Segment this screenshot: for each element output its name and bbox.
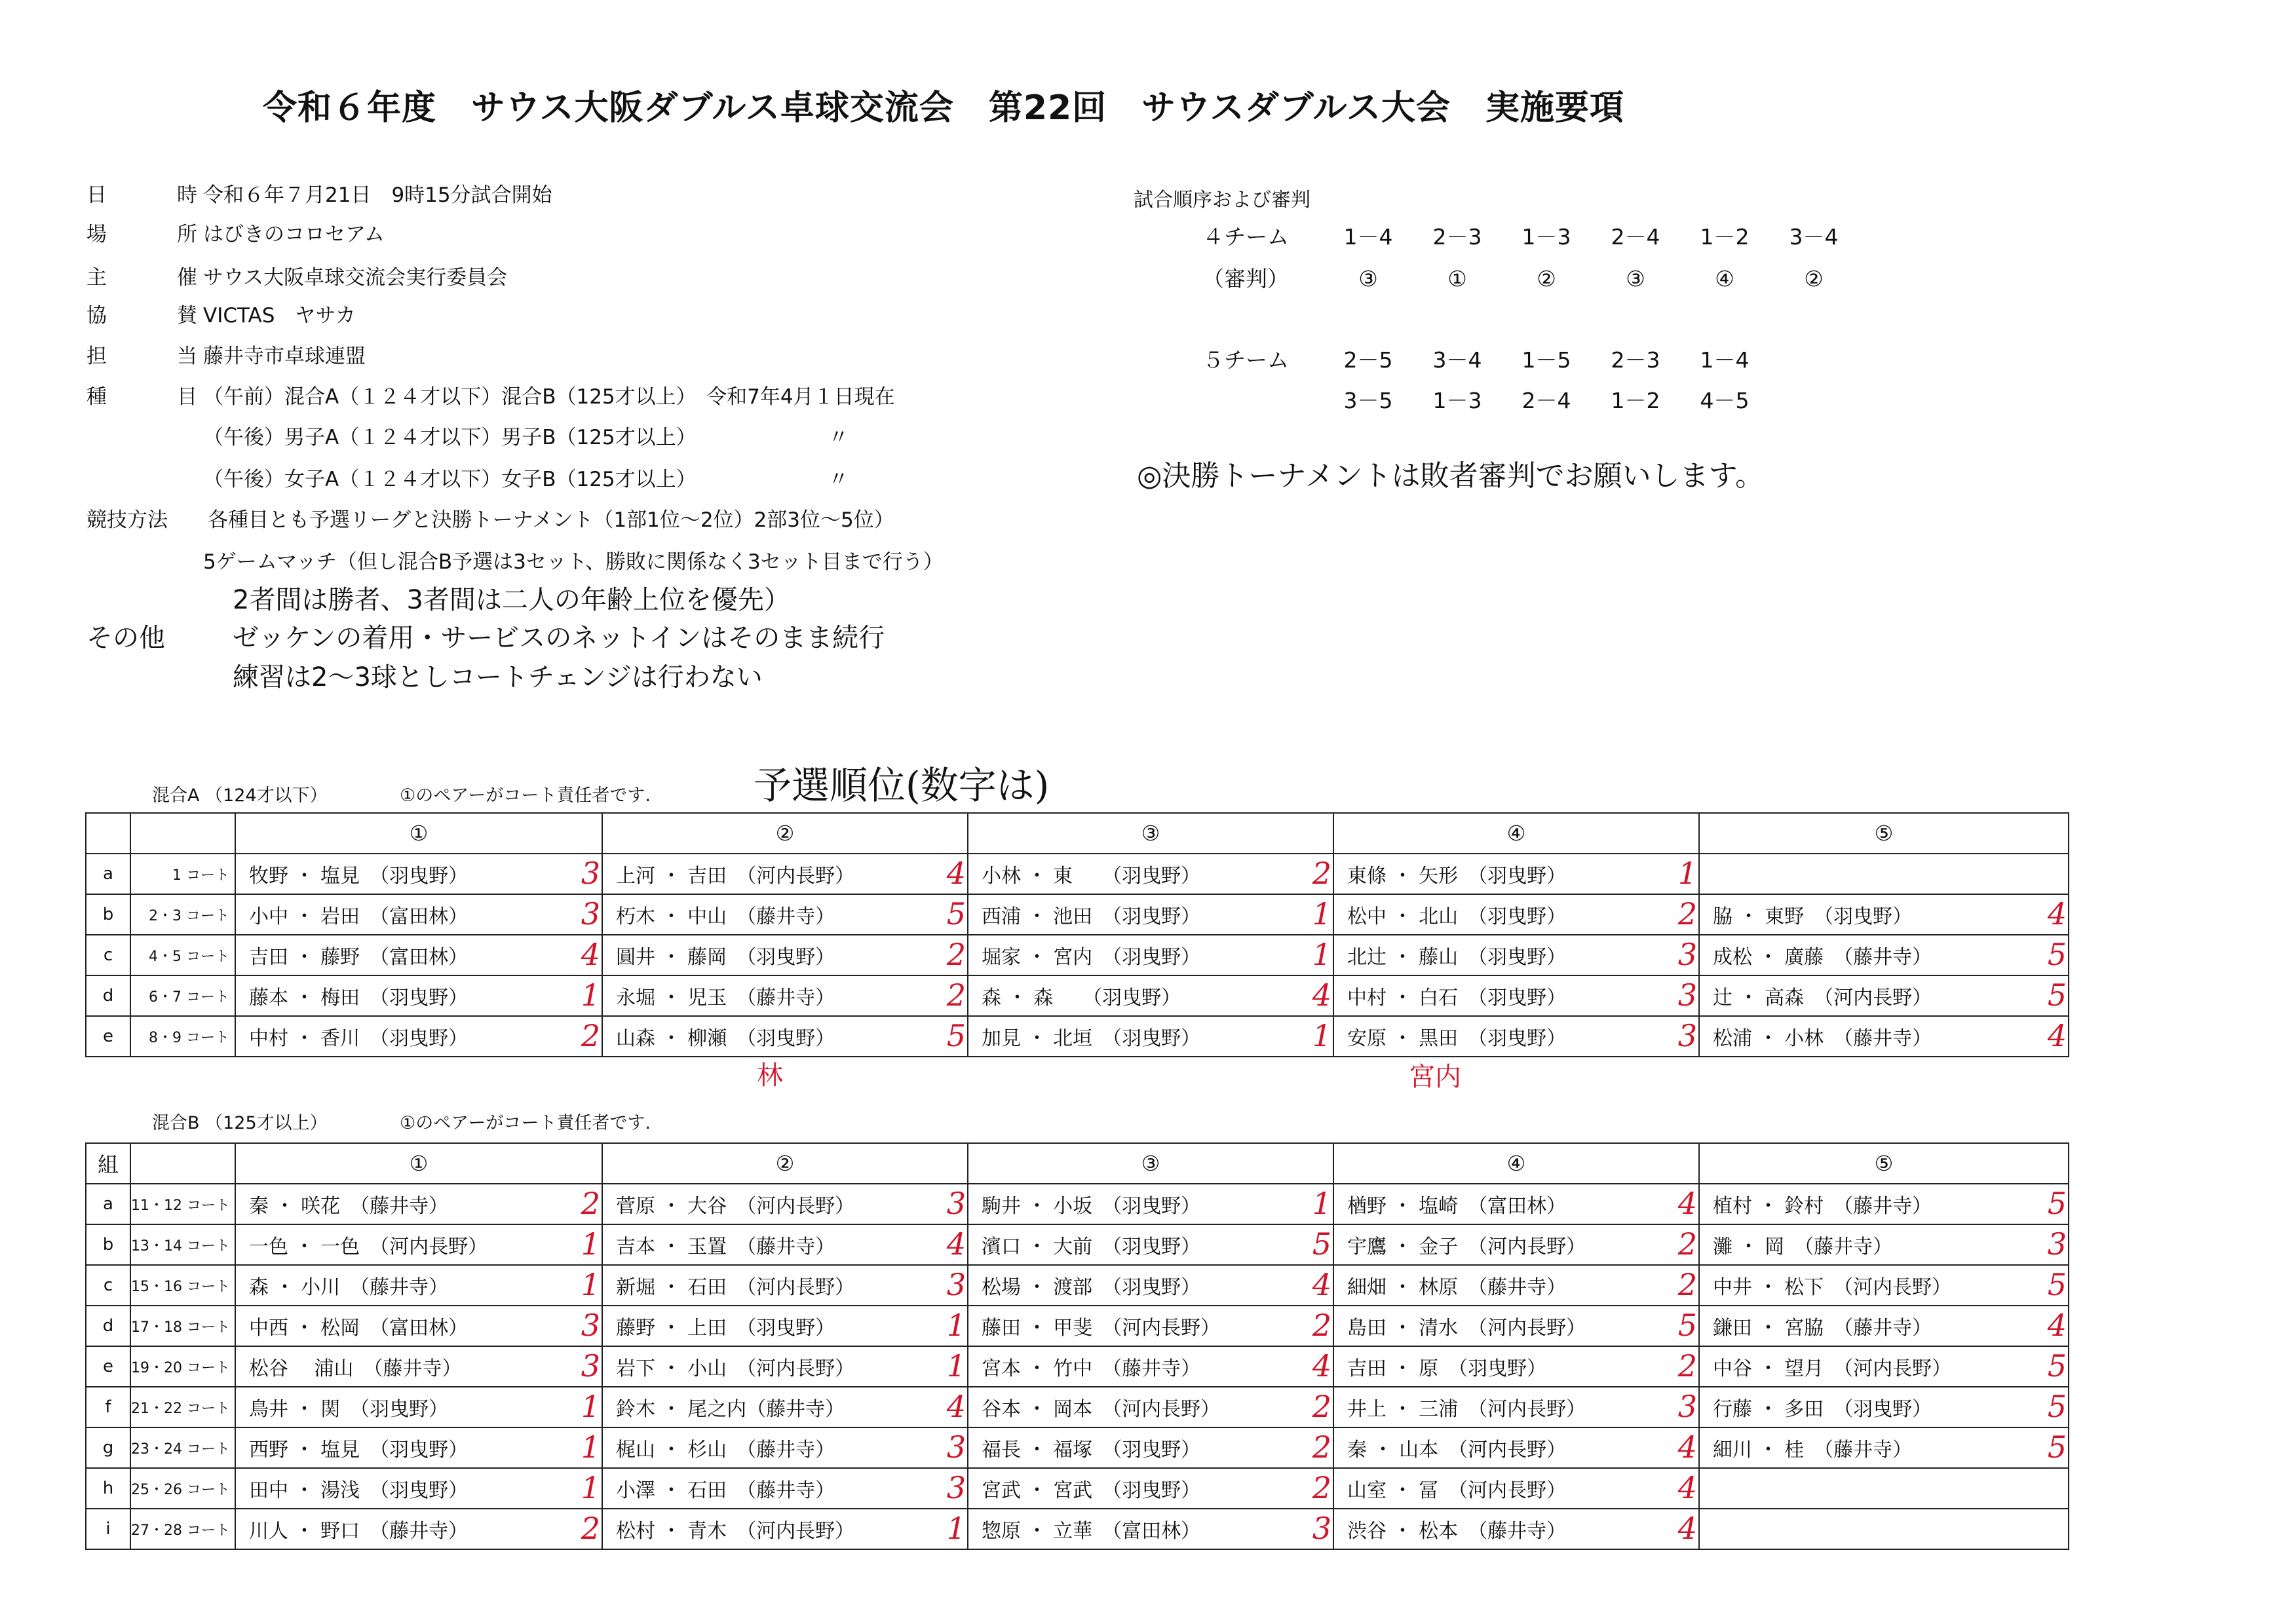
rank-mark: 4	[2047, 1308, 2067, 1343]
court-label: 27・28 コート	[130, 1509, 235, 1549]
court-label: 23・24 コート	[130, 1427, 235, 1468]
pair-names: 松谷 浦山 （藤井寺）	[249, 1357, 462, 1380]
pair-cell	[602, 1427, 968, 1468]
mixA-heading: 混合A （124才以下）	[152, 785, 328, 806]
rank-mark: 3	[1312, 1511, 1331, 1546]
order-referees: （審判） ③ ① ② ③ ④ ②	[1202, 266, 1824, 292]
pair-cell	[1333, 854, 1699, 894]
pair-names: 吉田 ・ 原 （羽曳野）	[1347, 1357, 1547, 1380]
pair-names: 楢野 ・ 塩崎 （富田林）	[1347, 1195, 1567, 1218]
pair-cell	[235, 1306, 602, 1346]
rank-mark: 3	[581, 1308, 600, 1343]
pair-cell	[235, 1224, 602, 1265]
rank-mark: 3	[946, 1186, 966, 1221]
pair-cell	[602, 1306, 968, 1346]
pair-names: 宮本 ・ 竹中 （藤井寺）	[982, 1357, 1201, 1380]
rank-mark: 5	[2047, 1348, 2067, 1384]
rank-mark: 1	[1312, 937, 1331, 972]
rank-mark: 2	[1677, 1348, 1697, 1384]
rank-mark: 1	[581, 1389, 600, 1424]
pair-names: 中村 ・ 香川 （羽曳野）	[249, 1027, 469, 1050]
group-label: b	[86, 1224, 130, 1265]
mixA-responsibility-note: ①のペアーがコート責任者です.	[400, 785, 651, 806]
group-label: b	[86, 894, 130, 935]
table-row	[86, 935, 2069, 975]
group-label: d	[86, 1306, 130, 1346]
order-five-teams-row2: 3－5 1－3 2－4 1－2 4－5	[1343, 388, 1750, 413]
table-header-row	[86, 1143, 2069, 1184]
pair-names: 脇 ・ 東野 （羽曳野）	[1713, 905, 1913, 928]
rank-mark: 1	[581, 1226, 600, 1262]
pair-cell	[235, 975, 602, 1016]
pair-names: 細畑 ・ 林原 （藤井寺）	[1347, 1276, 1567, 1299]
pair-cell	[1333, 935, 1699, 975]
pair-names: 成松 ・ 廣藤 （藤井寺）	[1713, 946, 1932, 969]
group-label: f	[86, 1387, 130, 1427]
info-organizer: 主 催サウス大阪卓球交流会実行委員会	[86, 266, 508, 290]
rank-mark: 4	[946, 856, 966, 891]
rank-mark: 5	[2047, 937, 2067, 972]
rank-mark: 3	[581, 856, 600, 891]
pair-names: 辻 ・ 高森 （河内長野）	[1713, 987, 1932, 1009]
info-events-pm-women: （午後）女子A（１２４才以下）女子B（125才以上） 〃	[203, 468, 849, 491]
rank-mark: 1	[946, 1308, 966, 1343]
court-label: 4・5 コート	[130, 935, 235, 975]
rank-mark: 3	[581, 1348, 600, 1384]
pair-cell	[1333, 1427, 1699, 1468]
rank-mark: 5	[946, 896, 966, 932]
rank-mark: 4	[2047, 1018, 2067, 1053]
mixA-correction-1: 林	[757, 1061, 783, 1091]
rank-mark: 5	[1312, 1226, 1331, 1262]
rank-mark: 2	[1677, 896, 1697, 932]
rank-mark: 2	[581, 1018, 600, 1053]
pair-cell	[602, 1016, 968, 1057]
pair-cell	[968, 1306, 1333, 1346]
rank-mark: 1	[946, 1511, 966, 1546]
pair-names: 島田 ・ 清水 （河内長野）	[1347, 1317, 1586, 1340]
order-heading: 試合順序および審判	[1134, 189, 1311, 212]
column-header: ①	[235, 813, 602, 854]
pair-names: 灘 ・ 岡 （藤井寺）	[1713, 1235, 1893, 1258]
table-row	[86, 1387, 2069, 1427]
pair-cell	[968, 894, 1333, 935]
group-label: a	[86, 1184, 130, 1224]
pair-names: 藤田 ・ 甲斐 （河内長野）	[982, 1317, 1221, 1340]
court-label: 21・22 コート	[130, 1387, 235, 1427]
pair-cell	[968, 975, 1333, 1016]
pair-names: 吉田 ・ 藤野 （富田林）	[249, 946, 469, 969]
pair-cell	[968, 1346, 1333, 1387]
pair-cell	[235, 894, 602, 935]
table-row	[86, 1224, 2069, 1265]
pair-names: 鎌田 ・ 宮脇 （藤井寺）	[1713, 1317, 1932, 1340]
rank-mark: 5	[2047, 977, 2067, 1013]
pair-cell	[1333, 975, 1699, 1016]
pair-names: 堀家 ・ 宮内 （羽曳野）	[982, 946, 1201, 969]
pair-cell	[602, 1468, 968, 1509]
pair-names: 小中 ・ 岩田 （富田林）	[249, 905, 469, 928]
table-row	[86, 1509, 2069, 1549]
pair-names: 中村 ・ 白石 （羽曳野）	[1347, 987, 1567, 1009]
pair-cell	[968, 1265, 1333, 1306]
table-header-row	[86, 813, 2069, 854]
rank-mark: 3	[1677, 1389, 1697, 1424]
pair-names: 中谷 ・ 望月 （河内長野）	[1713, 1357, 1952, 1380]
pair-names: 松村 ・ 青木 （河内長野）	[616, 1520, 855, 1543]
court-label: 17・18 コート	[130, 1306, 235, 1346]
pair-names: 森 ・ 森 （羽曳野）	[982, 987, 1181, 1009]
rank-mark: 2	[1312, 1429, 1331, 1465]
pair-cell	[968, 1427, 1333, 1468]
pair-names: 藤本 ・ 梅田 （羽曳野）	[249, 987, 469, 1009]
table-row	[86, 1016, 2069, 1057]
pair-cell	[1699, 1224, 2069, 1265]
pair-cell	[235, 854, 602, 894]
pair-cell	[1333, 1016, 1699, 1057]
pair-cell	[1699, 975, 2069, 1016]
pair-names: 井上 ・ 三浦 （河内長野）	[1347, 1398, 1586, 1421]
pair-names: 西野 ・ 塩見 （羽曳野）	[249, 1439, 469, 1462]
table-row	[86, 854, 2069, 894]
pair-cell	[1333, 1265, 1699, 1306]
table-row	[86, 1184, 2069, 1224]
pair-names: 惣原 ・ 立華 （富田林）	[982, 1520, 1201, 1543]
rank-mark: 1	[581, 1429, 600, 1465]
rank-mark: 1	[581, 977, 600, 1013]
rank-mark: 3	[946, 1429, 966, 1465]
pair-cell	[1333, 1346, 1699, 1387]
column-header: ⑤	[1699, 813, 2069, 854]
pair-names: 小澤 ・ 石田 （藤井寺）	[616, 1479, 835, 1502]
info-method: 競技方法 各種目とも予選リーグと決勝トーナメント（1部1位～2位）2部3位～5位）	[86, 508, 894, 532]
pair-cell	[1699, 854, 2069, 894]
pair-names: 秦 ・ 咲花 （藤井寺）	[249, 1195, 449, 1218]
info-venue: 場 所はびきのコロセアム	[86, 223, 385, 246]
pair-names: 行藤 ・ 多田 （羽曳野）	[1713, 1398, 1932, 1421]
court-label: 8・9 コート	[130, 1016, 235, 1057]
court-label: 19・20 コート	[130, 1346, 235, 1387]
pair-names: 上河 ・ 吉田 （河内長野）	[616, 865, 855, 888]
pair-cell	[1699, 1184, 2069, 1224]
table-row	[86, 1306, 2069, 1346]
pair-cell	[235, 1468, 602, 1509]
pair-cell	[968, 1509, 1333, 1549]
pair-names: 鳥井 ・ 関 （羽曳野）	[249, 1398, 449, 1421]
mixA-handwritten-note: 予選順位(数字は)	[754, 763, 1050, 808]
pair-cell	[602, 935, 968, 975]
rank-mark: 5	[2047, 1429, 2067, 1465]
pair-cell	[602, 1224, 968, 1265]
rank-mark: 2	[946, 977, 966, 1013]
pair-names: 森 ・ 小川 （藤井寺）	[249, 1276, 449, 1299]
court-label: 13・14 コート	[130, 1224, 235, 1265]
pair-cell	[1699, 1016, 2069, 1057]
pair-cell	[235, 1265, 602, 1306]
pair-names: 加見 ・ 北垣 （羽曳野）	[982, 1027, 1201, 1050]
pair-names: 鈴木 ・ 尾之内（藤井寺）	[616, 1398, 845, 1421]
mixA-table	[85, 812, 2069, 1057]
pair-cell	[968, 854, 1333, 894]
pair-cell	[602, 975, 968, 1016]
rank-mark: 3	[946, 1267, 966, 1302]
court-label: 11・12 コート	[130, 1184, 235, 1224]
rank-mark: 4	[1312, 977, 1331, 1013]
pair-cell	[1699, 1346, 2069, 1387]
pair-cell	[1699, 1387, 2069, 1427]
pair-cell	[602, 1265, 968, 1306]
pair-cell	[1333, 894, 1699, 935]
rank-mark: 4	[946, 1389, 966, 1424]
rank-mark: 2	[581, 1186, 600, 1221]
pair-names: 福長 ・ 福塚 （羽曳野）	[982, 1439, 1201, 1462]
rank-mark: 5	[2047, 1389, 2067, 1424]
pair-names: 新堀 ・ 石田 （河内長野）	[616, 1276, 855, 1299]
column-header: ④	[1333, 813, 1699, 854]
rank-mark: 5	[946, 1018, 966, 1053]
court-label: 1 コート	[130, 854, 235, 894]
pair-names: 東條 ・ 矢形 （羽曳野）	[1347, 865, 1567, 888]
court-label: 25・26 コート	[130, 1468, 235, 1509]
pair-cell	[1699, 1468, 2069, 1509]
rank-mark: 4	[1677, 1511, 1697, 1546]
pair-cell	[968, 1224, 1333, 1265]
pair-names: 牧野 ・ 塩見 （羽曳野）	[249, 865, 469, 888]
pair-names: 谷本 ・ 岡本 （河内長野）	[982, 1398, 1221, 1421]
pair-names: 細川 ・ 桂 （藤井寺）	[1713, 1439, 1913, 1462]
pair-cell	[1699, 1306, 2069, 1346]
pair-cell	[1699, 894, 2069, 935]
pair-cell	[602, 1387, 968, 1427]
group-label: c	[86, 1265, 130, 1306]
rank-mark: 3	[581, 896, 600, 932]
order-four-teams: ４チーム 1－4 2－3 1－3 2－4 1－2 3－4	[1202, 224, 1839, 250]
rank-mark: 2	[1312, 1308, 1331, 1343]
rank-mark: 4	[1677, 1186, 1697, 1221]
rank-mark: 5	[2047, 1186, 2067, 1221]
pair-names: 渋谷 ・ 松本 （藤井寺）	[1347, 1520, 1567, 1543]
pair-cell	[1333, 1468, 1699, 1509]
pair-cell	[235, 935, 602, 975]
pair-names: 宮武 ・ 宮武 （羽曳野）	[982, 1479, 1201, 1502]
group-label: c	[86, 935, 130, 975]
court-label: 15・16 コート	[130, 1265, 235, 1306]
pair-names: 秦 ・ 山本 （河内長野）	[1347, 1439, 1567, 1462]
pair-names: 藤野 ・ 上田 （羽曳野）	[616, 1317, 835, 1340]
pair-cell	[235, 1016, 602, 1057]
group-label: e	[86, 1016, 130, 1057]
pair-names: 北辻 ・ 藤山 （羽曳野）	[1347, 946, 1567, 969]
pair-names: 松中 ・ 北山 （羽曳野）	[1347, 905, 1567, 928]
pair-cell	[1333, 1224, 1699, 1265]
rank-mark: 3	[2047, 1226, 2067, 1262]
rank-mark: 3	[1677, 937, 1697, 972]
column-header: ②	[602, 813, 968, 854]
rank-mark: 4	[1312, 1267, 1331, 1302]
mixB-heading: 混合B （125才以上）	[152, 1113, 328, 1133]
mixB-table	[85, 1142, 2069, 1550]
table-row	[86, 1427, 2069, 1468]
pair-names: 小林 ・ 東 （羽曳野）	[982, 865, 1201, 888]
pair-cell	[1699, 1427, 2069, 1468]
rank-mark: 3	[1677, 1018, 1697, 1053]
pair-names: 安原 ・ 黒田 （羽曳野）	[1347, 1027, 1567, 1050]
rank-mark: 1	[1677, 856, 1697, 891]
pair-names: 一色 ・ 一色 （河内長野）	[249, 1235, 488, 1258]
pair-cell	[968, 1468, 1333, 1509]
pair-names: 植村 ・ 鈴村 （藤井寺）	[1713, 1195, 1932, 1218]
column-header: ⑤	[1699, 1143, 2069, 1184]
rank-mark: 1	[1312, 896, 1331, 932]
pair-cell	[1333, 1387, 1699, 1427]
pair-cell	[235, 1346, 602, 1387]
rank-mark: 2	[581, 1511, 600, 1546]
column-header	[130, 1143, 235, 1184]
pair-names: 西浦 ・ 池田 （羽曳野）	[982, 905, 1201, 928]
table-row	[86, 894, 2069, 935]
rank-mark: 1	[946, 1348, 966, 1384]
court-label: 2・3 コート	[130, 894, 235, 935]
pair-cell	[602, 854, 968, 894]
pair-names: 菅原 ・ 大谷 （河内長野）	[616, 1195, 855, 1218]
column-header	[130, 813, 235, 854]
pair-names: 梶山 ・ 杉山 （藤井寺）	[616, 1439, 835, 1462]
info-date: 日 時令和６年７月21日 9時15分試合開始	[86, 183, 552, 207]
rank-mark: 4	[581, 937, 600, 972]
pair-names: 朽木 ・ 中山 （藤井寺）	[616, 905, 835, 928]
pair-names: 駒井 ・ 小坂 （羽曳野）	[982, 1195, 1201, 1218]
rank-mark: 4	[1677, 1470, 1697, 1505]
mixB-responsibility-note: ①のペアーがコート責任者です.	[400, 1113, 651, 1133]
rank-mark: 2	[1312, 856, 1331, 891]
table-row	[86, 1265, 2069, 1306]
pair-names: 田中 ・ 湯浅 （羽曳野）	[249, 1479, 469, 1502]
rank-mark: 4	[2047, 896, 2067, 932]
rank-mark: 1	[581, 1267, 600, 1302]
info-method-match: 5ゲームマッチ（但し混合B予選は3セット、勝敗に関係なく3セット目まで行う）	[203, 550, 944, 574]
pair-cell	[602, 1184, 968, 1224]
pair-cell	[602, 894, 968, 935]
column-header: ③	[968, 813, 1333, 854]
pair-cell	[235, 1427, 602, 1468]
group-label: e	[86, 1346, 130, 1387]
pair-cell	[968, 1016, 1333, 1057]
court-label: 6・7 コート	[130, 975, 235, 1016]
pair-cell	[968, 935, 1333, 975]
mixA-correction-2: 宮内	[1409, 1062, 1461, 1092]
column-header: ②	[602, 1143, 968, 1184]
info-other-label: その他	[86, 623, 165, 653]
rank-mark: 5	[2047, 1267, 2067, 1302]
rank-mark: 3	[946, 1470, 966, 1505]
rank-mark: 4	[1312, 1348, 1331, 1384]
info-method-priority: 2者間は勝者、3者間は二人の年齢上位を優先）	[233, 585, 790, 615]
pair-names: 吉本 ・ 玉置 （藤井寺）	[616, 1235, 835, 1258]
pair-names: 宇鷹 ・ 金子 （河内長野）	[1347, 1235, 1586, 1258]
pair-names: 山森 ・ 柳瀬 （羽曳野）	[616, 1027, 835, 1050]
pair-cell	[1699, 1509, 2069, 1549]
rank-mark: 4	[946, 1226, 966, 1262]
pair-cell	[1333, 1306, 1699, 1346]
rank-mark: 3	[1677, 977, 1697, 1013]
pair-names: 中西 ・ 松岡 （富田林）	[249, 1317, 469, 1340]
column-header: ④	[1333, 1143, 1699, 1184]
column-header: ①	[235, 1143, 602, 1184]
rank-mark: 2	[1312, 1470, 1331, 1505]
rank-mark: 1	[581, 1470, 600, 1505]
pair-names: 川人 ・ 野口 （藤井寺）	[249, 1520, 469, 1543]
rank-mark: 2	[1312, 1389, 1331, 1424]
rank-mark: 2	[1677, 1267, 1697, 1302]
pair-names: 濱口 ・ 大前 （羽曳野）	[982, 1235, 1201, 1258]
pair-names: 山室 ・ 冨 （河内長野）	[1347, 1479, 1567, 1502]
group-label: d	[86, 975, 130, 1016]
info-events-pm-men: （午後）男子A（１２４才以下）男子B（125才以上） 〃	[203, 426, 849, 449]
rank-mark: 1	[1312, 1186, 1331, 1221]
info-sponsor: 協 賛VICTAS ヤサカ	[86, 304, 356, 328]
pair-cell	[235, 1184, 602, 1224]
rank-mark: 4	[1677, 1429, 1697, 1465]
column-header	[86, 813, 130, 854]
pair-names: 永堀 ・ 児玉 （藤井寺）	[616, 987, 835, 1009]
pair-cell	[235, 1387, 602, 1427]
group-label: i	[86, 1509, 130, 1549]
pair-cell	[602, 1509, 968, 1549]
table-row	[86, 1468, 2069, 1509]
info-events: 種 目（午前）混合A（１２４才以下）混合B（125才以上） 令和7年4月１日現在	[86, 385, 895, 409]
pair-cell	[1699, 935, 2069, 975]
table-row	[86, 1346, 2069, 1387]
pair-cell	[968, 1387, 1333, 1427]
group-label: h	[86, 1468, 130, 1509]
page-title: 令和６年度 サウス大阪ダブルス卓球交流会 第22回 サウスダブルス大会 実施要項	[263, 88, 1624, 128]
pair-cell	[235, 1509, 602, 1549]
pair-names: 中井 ・ 松下 （河内長野）	[1713, 1276, 1952, 1299]
info-other-line2: 練習は2～3球としコートチェンジは行わない	[233, 662, 763, 692]
order-five-teams-row1: ５チーム 2－5 3－4 1－5 2－3 1－4	[1202, 347, 1750, 373]
pair-cell	[1333, 1509, 1699, 1549]
pair-names: 岩下 ・ 小山 （河内長野）	[616, 1357, 855, 1380]
pair-cell	[602, 1346, 968, 1387]
pair-names: 松場 ・ 渡部 （羽曳野）	[982, 1276, 1201, 1299]
group-label: a	[86, 854, 130, 894]
pair-names: 圓井 ・ 藤岡 （羽曳野）	[616, 946, 835, 969]
pair-names: 松浦 ・ 小林 （藤井寺）	[1713, 1027, 1932, 1050]
final-tournament-note: ◎決勝トーナメントは敗者審判でお願いします。	[1137, 459, 1765, 493]
pair-cell	[968, 1184, 1333, 1224]
pair-cell	[1699, 1265, 2069, 1306]
rank-mark: 2	[1677, 1226, 1697, 1262]
info-charge: 担 当藤井寺市卓球連盟	[86, 345, 366, 368]
info-other-line1: ゼッケンの着用・サービスのネットインはそのまま続行	[233, 623, 885, 653]
rank-mark: 2	[946, 937, 966, 972]
column-header: ③	[968, 1143, 1333, 1184]
group-label: g	[86, 1427, 130, 1468]
rank-mark: 5	[1677, 1308, 1697, 1343]
rank-mark: 1	[1312, 1018, 1331, 1053]
table-row	[86, 975, 2069, 1016]
pair-cell	[1333, 1184, 1699, 1224]
column-header: 組	[86, 1143, 130, 1184]
